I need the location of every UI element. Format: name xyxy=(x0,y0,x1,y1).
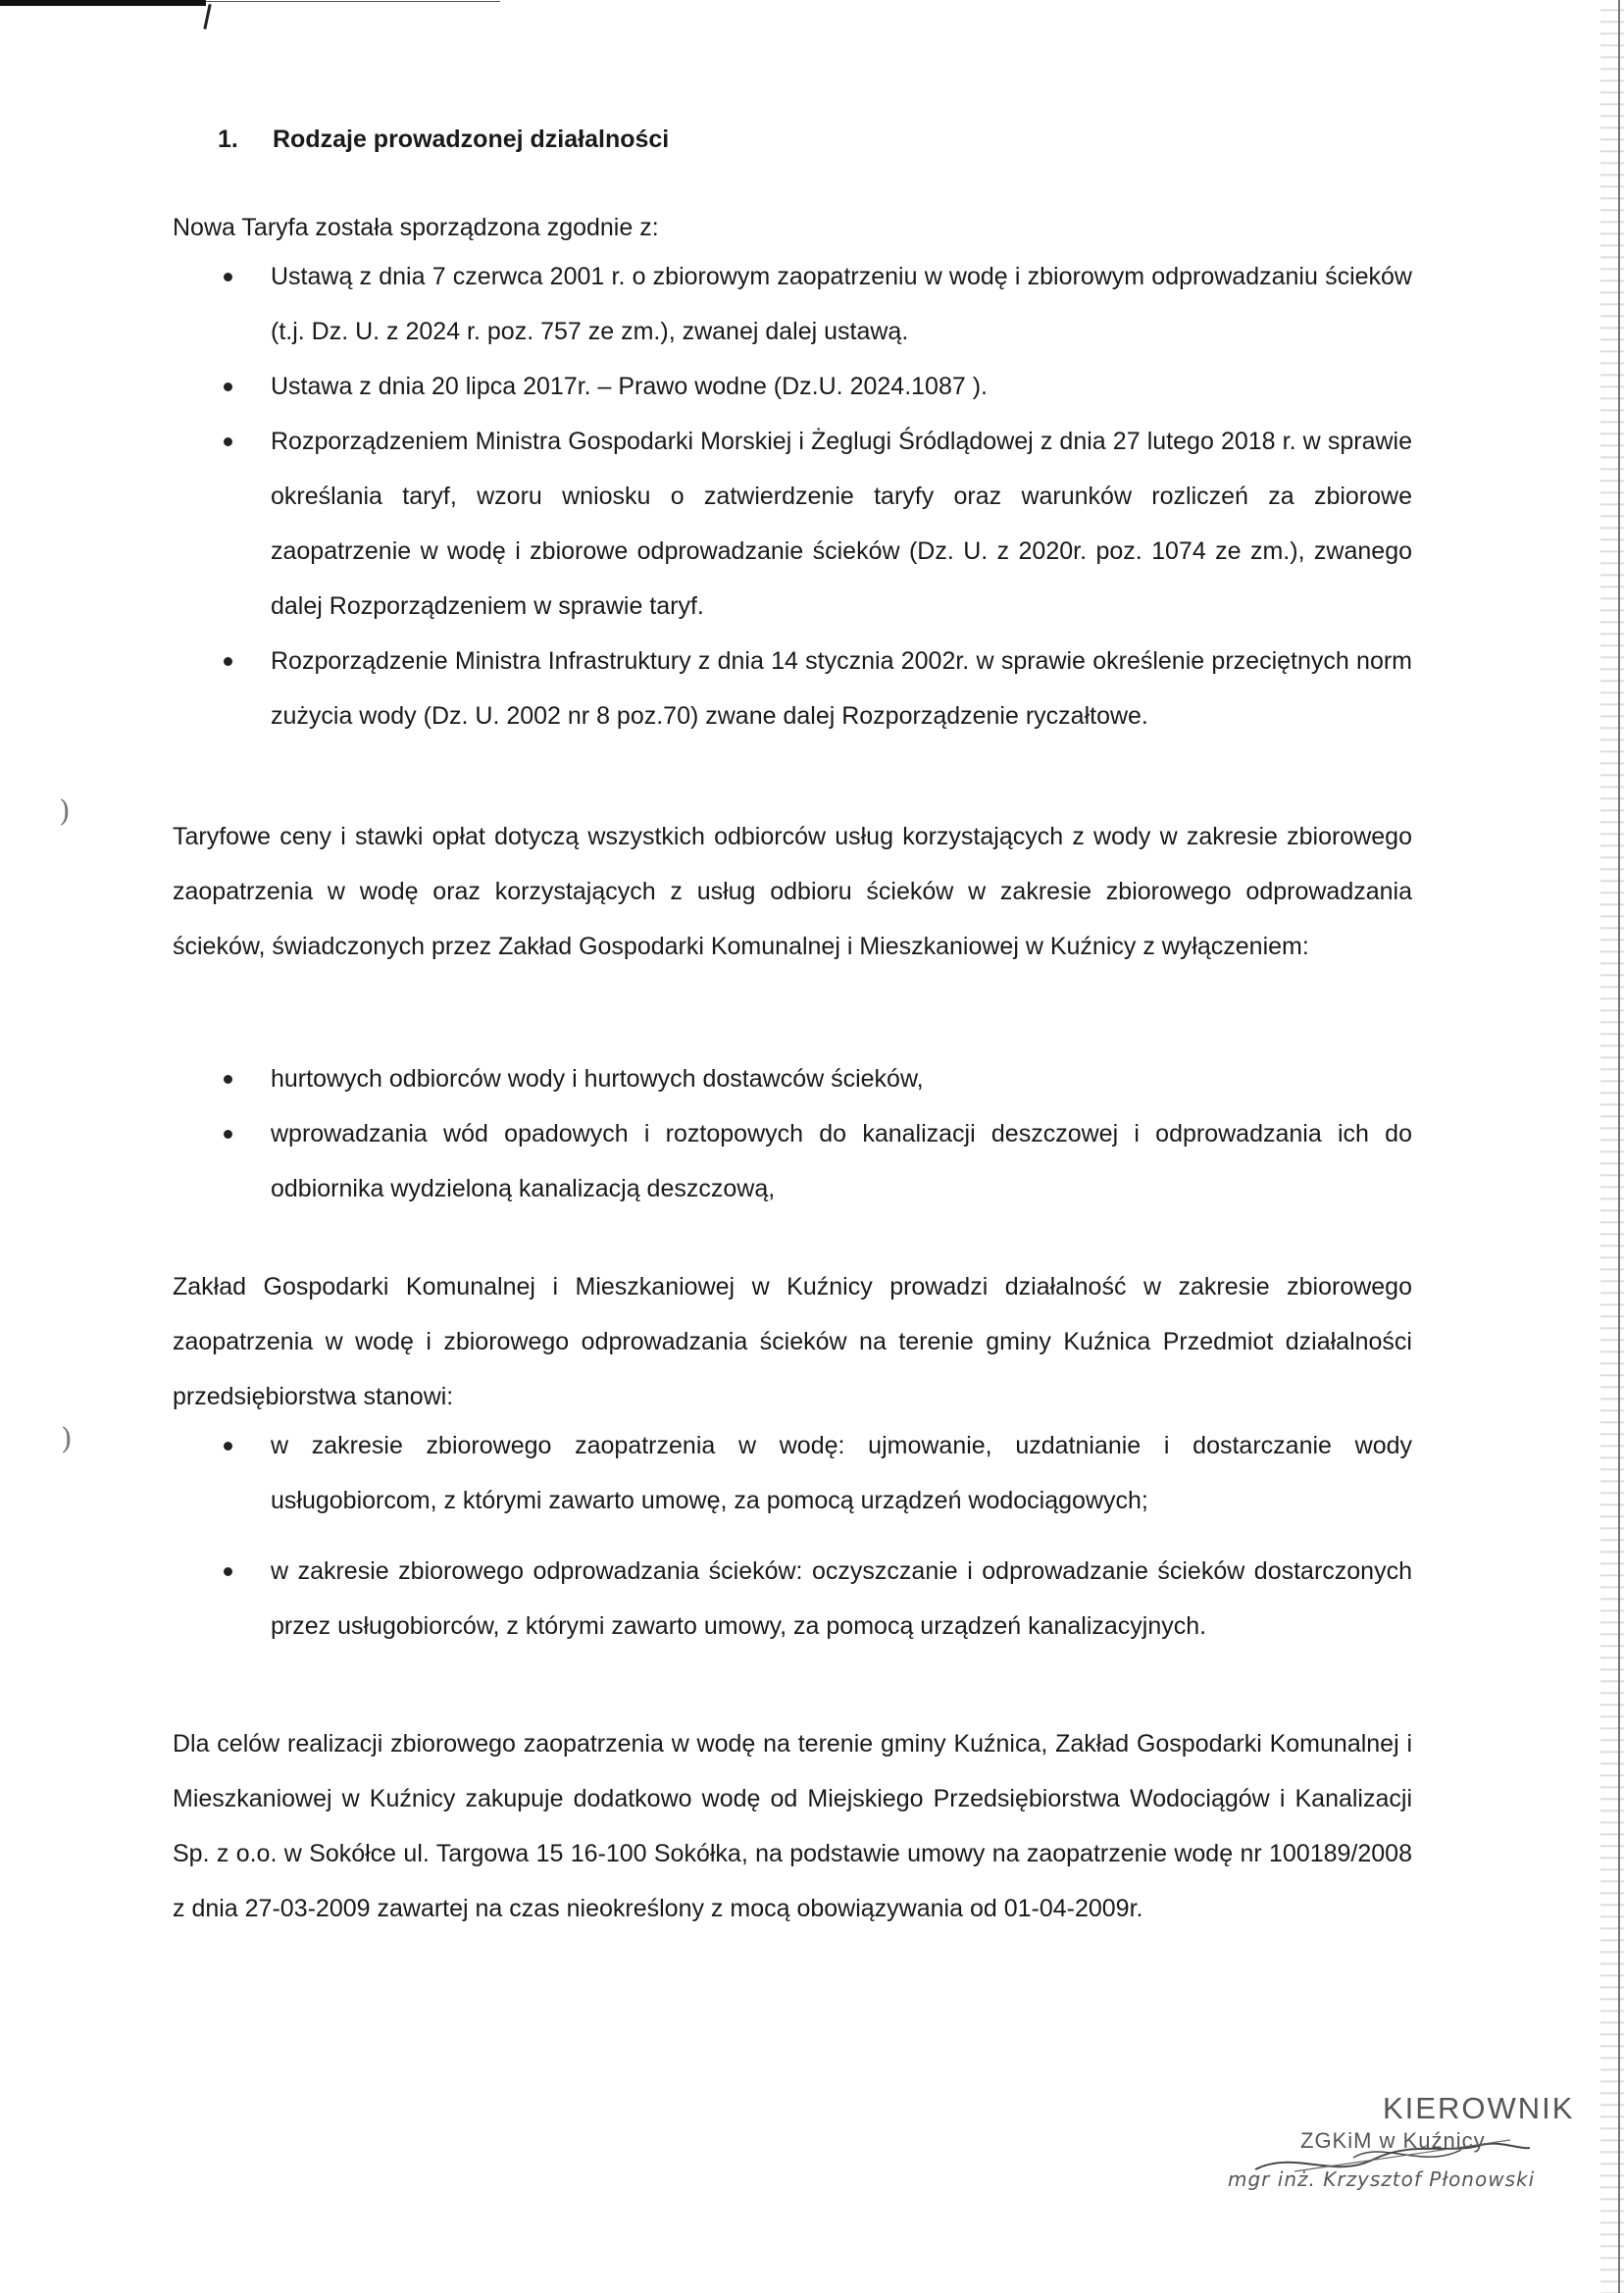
bullet-icon xyxy=(224,382,232,391)
stamp-name: mgr inż. Krzysztof Płonowski xyxy=(1228,2167,1536,2191)
legal-basis-list xyxy=(173,249,1412,743)
intro-text: Nowa Taryfa została sporządzona zgodnie z: xyxy=(173,214,659,241)
bullet-icon xyxy=(224,273,232,281)
activity-paragraph: Zakład Gospodarki Komunalnej i Mieszkaniowej w Kuźnicy prowadzi działalność w zakresie zbiorowego zaopatrzenia w wodę i zbiorowego odprowadzania ścieków na terenie gminy Kuźnica Przedmiot działalności przedsiębiorstwa stanowi: xyxy=(173,1273,1412,1410)
bullet-icon xyxy=(224,1567,232,1576)
stamp-organization: ZGKiM w Kuźnicy xyxy=(1300,2128,1486,2153)
section-heading xyxy=(218,126,669,154)
list-item: Ustawą z dnia 7 czerwca 2001 r. o zbiorowym zaopatrzeniu w wodę i zbiorowym odprowadzaniu ścieków (t.j. Dz. U. z 2024 r. poz. 757 ze zm.), zwanej dalej ustawą. xyxy=(173,249,1412,359)
stamp-title: KIEROWNIK xyxy=(1383,2091,1575,2125)
bullet-icon xyxy=(224,1130,232,1139)
scan-artifact-line xyxy=(206,1,500,2)
scan-artifact-top xyxy=(0,0,206,6)
punch-hole-mark: ) xyxy=(59,794,71,829)
list-item: w zakresie zbiorowego odprowadzania ścieków: oczyszczanie i odprowadzanie ścieków dostarczonych przez usługobiorców, z którymi zawarto umowy, za pomocą urządzeń kanalizacyjnych. xyxy=(173,1544,1412,1654)
page-edge xyxy=(1618,0,1620,2293)
scope-paragraph: Taryfowe ceny i stawki opłat dotyczą wszystkich odbiorców usług korzystających z wody w zakresie zbiorowego zaopatrzenia w wodę oraz korzystających z usług odbioru ścieków w zakresie zbiorowego odprowadzania ścieków, świadczonych przez Zakład Gospodarki Komunalnej i Mieszkaniowej w Kuźnicy z wyłączeniem: xyxy=(173,823,1412,960)
activities-list xyxy=(173,1418,1412,1669)
bullet-icon xyxy=(224,1442,232,1451)
list-item: Ustawa z dnia 20 lipca 2017r. – Prawo wodne (Dz.U. 2024.1087 ). xyxy=(173,359,1412,414)
section-number: 1. xyxy=(218,126,238,153)
bullet-icon xyxy=(224,1075,232,1084)
list-item: wprowadzania wód opadowych i roztopowych do kanalizacji deszczowej i odprowadzania ich do odbiornika wydzieloną kanalizacją deszczową, xyxy=(173,1106,1412,1216)
purchase-paragraph: Dla celów realizacji zbiorowego zaopatrzenia w wodę na terenie gminy Kuźnica, Zakład Gospodarki Komunalnej i Mieszkaniowej w Kuźnicy zakupuje dodatkowo wodę od Miejskiego Przedsiębiorstwa Wodociągów i Kanalizacji Sp. z o.o. w Sokółce ul. Targowa 15 16-100 Sokółka, na podstawie umowy na zaopatrzenie wodę nr 100189/2008 z dnia 27-03-2009 zawartej na czas nieokreślony z mocą obowiązywania od 01-04-2009r. xyxy=(173,1730,1412,1922)
handwritten-signature xyxy=(1236,2111,1549,2189)
list-item: Rozporządzenie Ministra Infrastruktury z dnia 14 stycznia 2002r. w sprawie określenie przeciętnych norm zużycia wody (Dz. U. 2002 nr 8 poz.70) zwane dalej Rozporządzenie ryczałtowe. xyxy=(173,634,1412,743)
bullet-icon xyxy=(224,657,232,666)
list-item: Rozporządzeniem Ministra Gospodarki Morskiej i Żeglugi Śródlądowej z dnia 27 lutego 2018 r. w sprawie określania taryf, wzoru wniosku o zatwierdzenie taryfy oraz warunków rozliczeń za zbiorowe zaopatrzenie w wodę i zbiorowe odprowadzanie ścieków (Dz. U. z 2020r. poz. 1074 ze zm.), zwanego dalej Rozporządzeniem w sprawie taryf. xyxy=(173,414,1412,634)
official-stamp xyxy=(1216,2091,1575,2248)
section-title: Rodzaje prowadzonej działalności xyxy=(273,126,670,153)
scan-artifact-right-edge xyxy=(1600,0,1624,2293)
exclusions-list xyxy=(173,1051,1412,1216)
scan-artifact-tick xyxy=(203,4,211,29)
punch-hole-mark: ) xyxy=(61,1422,73,1456)
bullet-icon xyxy=(224,437,232,446)
list-item: w zakresie zbiorowego zaopatrzenia w wodę: ujmowanie, uzdatnianie i dostarczanie wody usługobiorcom, z którymi zawarto umowę, za pomocą urządzeń wodociągowych; xyxy=(173,1418,1412,1528)
list-item: hurtowych odbiorców wody i hurtowych dostawców ścieków, xyxy=(173,1051,1412,1106)
